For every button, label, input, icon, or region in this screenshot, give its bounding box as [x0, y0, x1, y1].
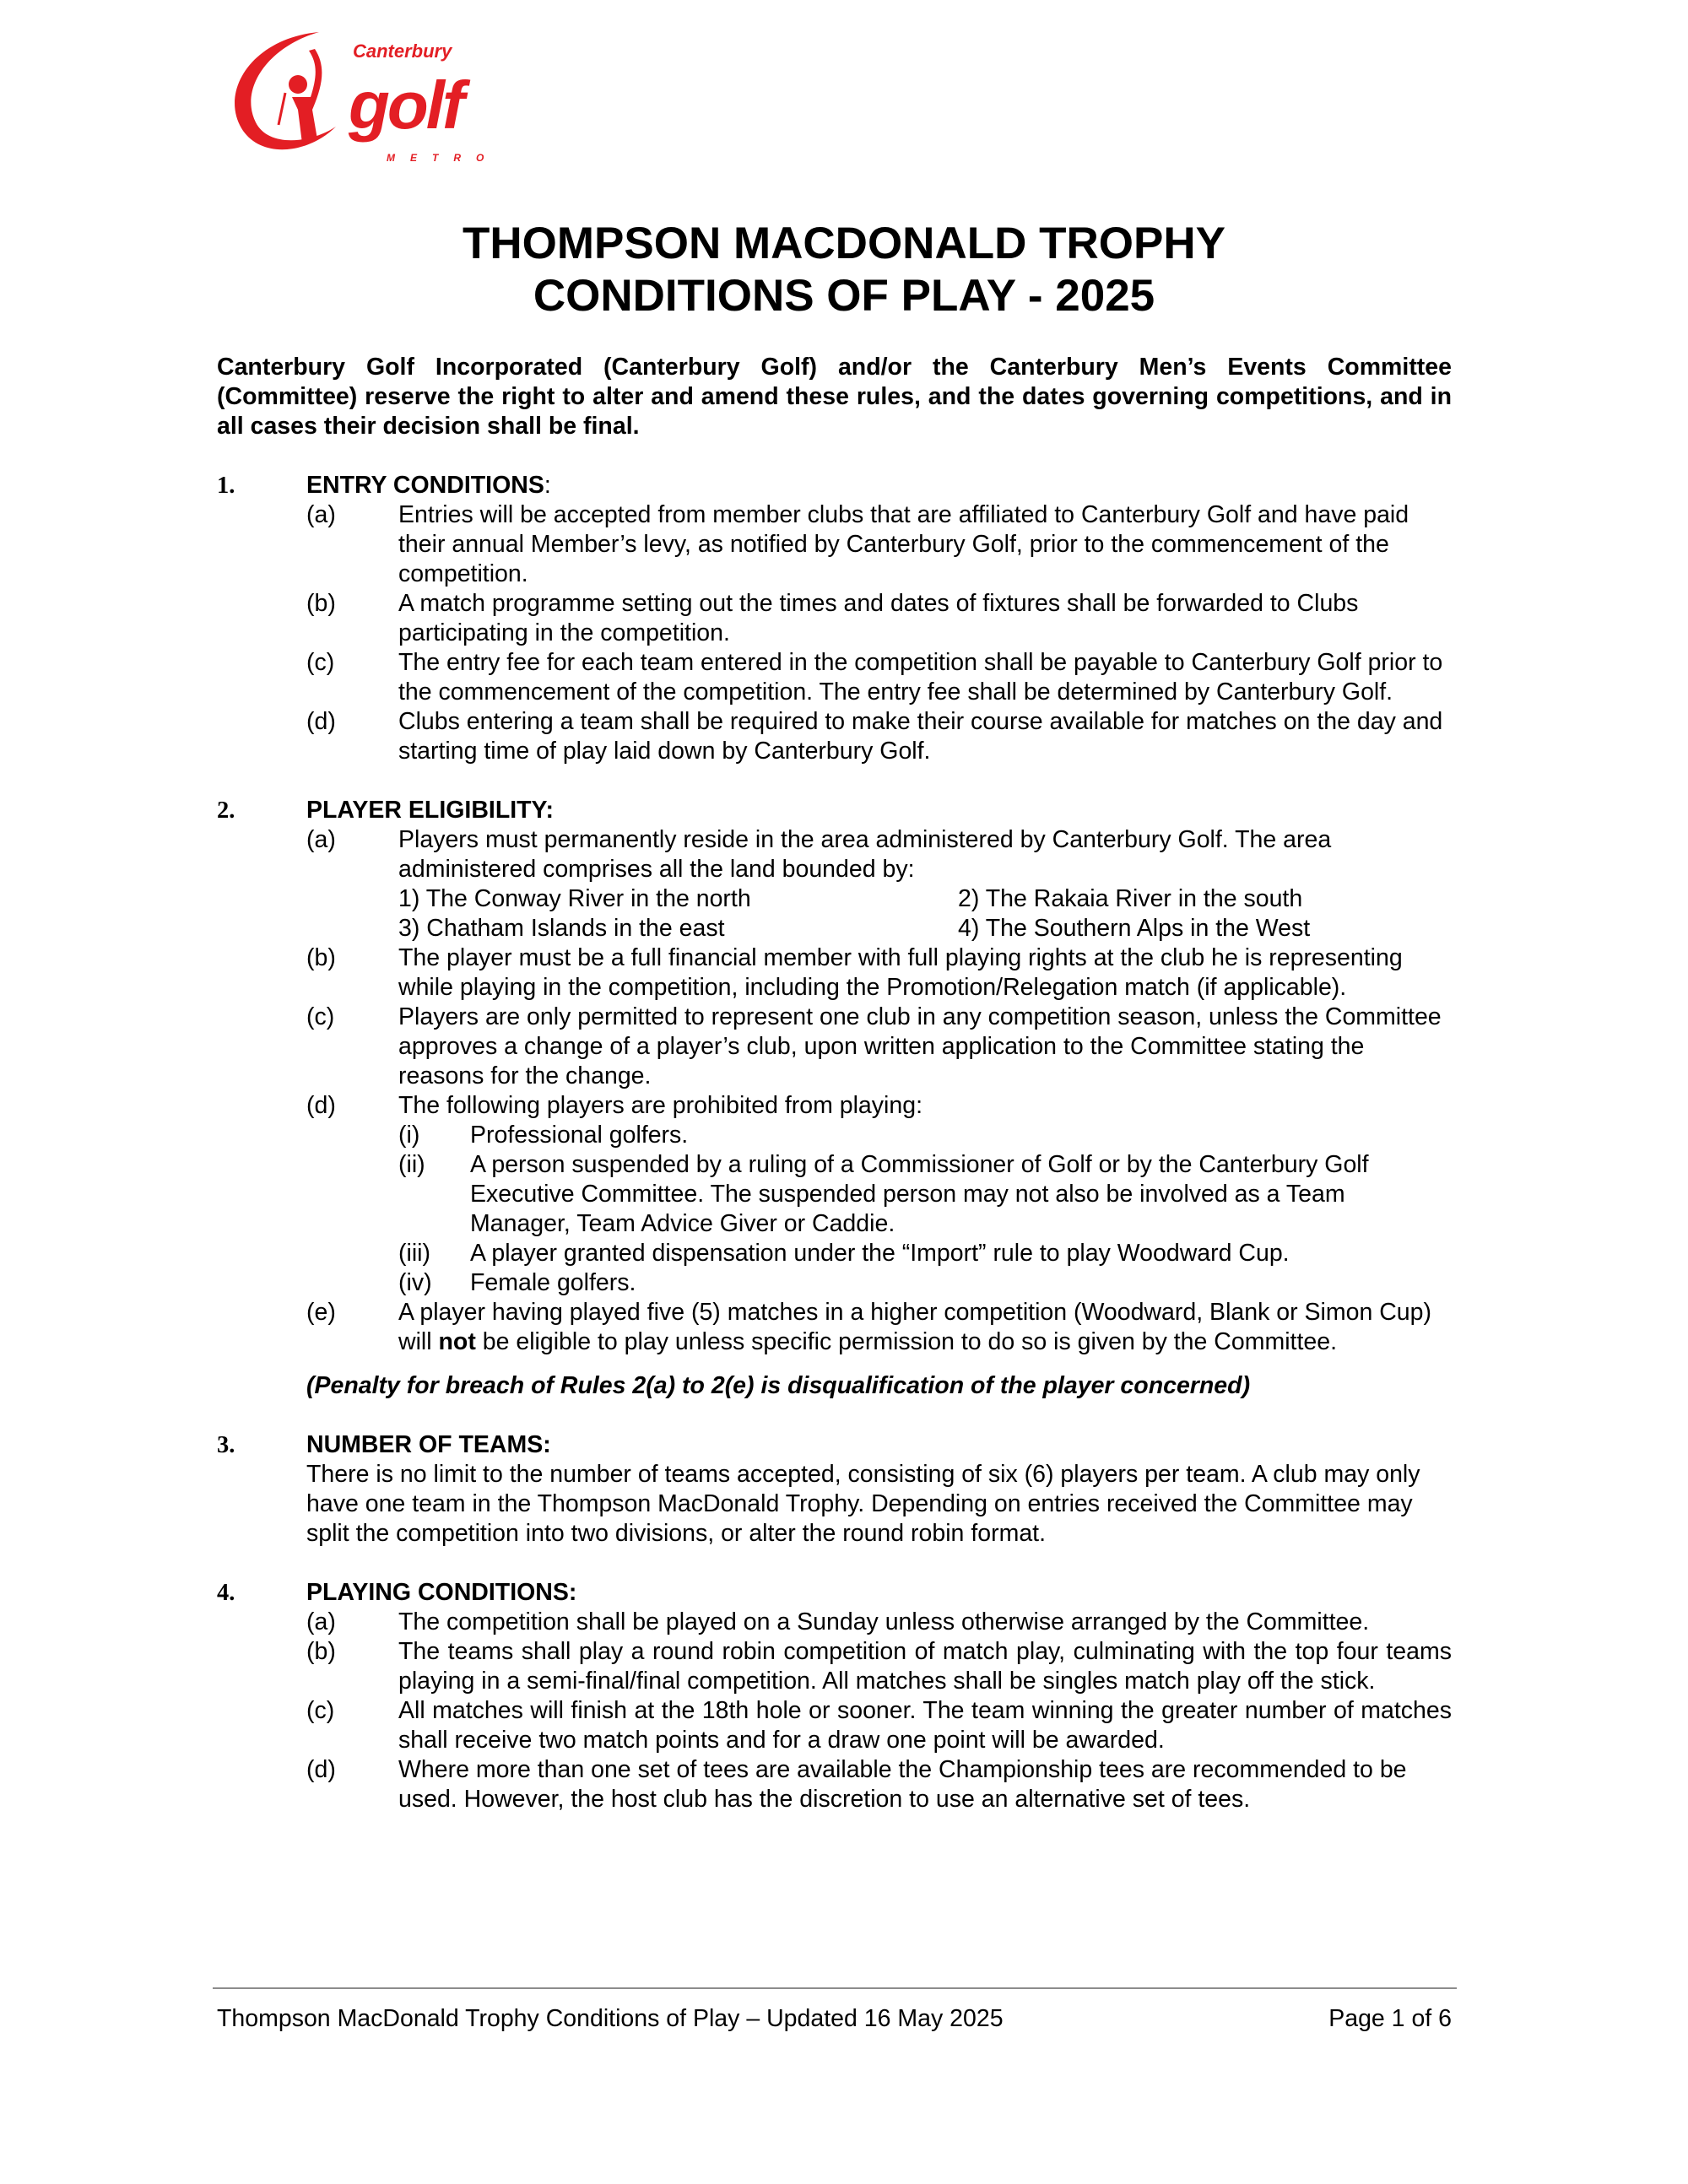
rule-item [217, 648, 1452, 707]
boundary-list [398, 884, 1452, 943]
footer-document-title: Thompson MacDonald Trophy Conditions of Play – Updated 16 May 2025 [217, 2005, 1004, 2032]
rule-item [217, 1608, 1452, 1637]
intro-paragraph: Canterbury Golf Incorporated (Canterbury Golf) and/or the Canterbury Men’s Events Committee (Committee) reserve the right to alter and amend these rules, and the dates governing competitions, and in all cases their decision shall be final. [217, 354, 1452, 440]
item-label: (a) [306, 501, 336, 528]
item-text: The teams shall play a round robin competition of match play, culminating with the top four teams playing in a semi-final/final competition. All matches shall be singles match play off the stick. [398, 1638, 1452, 1695]
sub-label: (iii) [398, 1240, 430, 1267]
sub-label: (iv) [398, 1269, 432, 1296]
sub-text: Female golfers. [470, 1269, 636, 1296]
logo-brand-main: golf [349, 68, 463, 143]
logo-brand-sub: METRO [387, 152, 500, 164]
sub-item [398, 1239, 1452, 1268]
rule-item [217, 1755, 1452, 1814]
heading-colon: : [544, 472, 551, 499]
section-number: 3. [217, 1432, 235, 1458]
document-title [0, 218, 1688, 322]
item-text: The player must be a full financial member with full playing rights at the club he is representing while playing in the competition, including the Promotion/Relegation match (if applicable). [398, 944, 1403, 1001]
boundary-north: 1) The Conway River in the north [398, 885, 751, 912]
item-text: The entry fee for each team entered in the competition shall be payable to Canterbury Golf prior to the commencement of the competition. The entry fee shall be determined by Canterbury Golf. [398, 649, 1443, 705]
sub-text: Professional golfers. [470, 1122, 689, 1149]
item-text: Clubs entering a team shall be required to make their course available for matches on the day and starting time of play laid down by Canterbury Golf. [398, 708, 1443, 765]
sub-text: A player granted dispensation under the “Import” rule to play Woodward Cup. [470, 1240, 1290, 1267]
sub-item [398, 1121, 1452, 1150]
section-heading: NUMBER OF TEAMS: [306, 1431, 551, 1458]
section-heading [306, 471, 1452, 500]
item-label: (d) [306, 1092, 336, 1119]
section-number: 1. [217, 473, 235, 499]
rule-item [217, 500, 1452, 589]
item-label: (b) [306, 590, 336, 617]
section-paragraph: There is no limit to the number of teams accepted, consisting of six (6) players per team. A club may only have one team in the Thompson MacDonald Trophy. Depending on entries received the Committee may split the competition into two divisions, or alter the round robin format. [306, 1461, 1420, 1547]
document-body [217, 353, 1452, 1814]
item-text-cont: be eligible to play unless specific permission to do so is given by the Committee. [475, 1328, 1337, 1355]
rule-item [217, 825, 1452, 943]
item-label: (a) [306, 1608, 336, 1635]
section-player-eligibility [217, 796, 1452, 1401]
item-label: (e) [306, 1299, 336, 1326]
penalty-note: (Penalty for breach of Rules 2(a) to 2(e) is disqualification of the player concerned) [306, 1372, 1251, 1399]
rule-item [217, 707, 1452, 766]
rule-item [217, 943, 1452, 1003]
logo-brand-top: Canterbury [353, 41, 452, 62]
item-label: (b) [306, 1638, 336, 1665]
boundary-south: 2) The Rakaia River in the south [958, 885, 1303, 912]
section-heading: PLAYER ELIGIBILITY: [306, 797, 554, 824]
sub-text: A person suspended by a ruling of a Commissioner of Golf or by the Canterbury Golf Executive Committee. The suspended person may not also be involved as a Team Manager, Team Advice Giver or Caddie. [470, 1151, 1369, 1237]
section-number: 4. [217, 1580, 235, 1606]
item-label: (d) [306, 708, 336, 735]
sub-label: (ii) [398, 1151, 425, 1178]
boundary-west: 4) The Southern Alps in the West [958, 915, 1311, 942]
rule-item [217, 1298, 1452, 1357]
emphasis-not: not [438, 1328, 476, 1355]
sub-item [398, 1150, 1452, 1239]
item-label: (b) [306, 944, 336, 971]
rule-item [217, 1637, 1452, 1696]
item-label: (d) [306, 1756, 336, 1783]
item-text: Players are only permitted to represent one club in any competition season, unless the Committee approves a change of a player’s club, upon written application to the Committee stating the reasons for the change. [398, 1003, 1442, 1089]
rule-item [217, 1091, 1452, 1298]
sub-item [398, 1268, 1452, 1298]
item-text: All matches will finish at the 18th hole or sooner. The team winning the greater number of matches shall receive two match points and for a draw one point will be awarded. [398, 1697, 1452, 1754]
item-text: Entries will be accepted from member clubs that are affiliated to Canterbury Golf and have paid their annual Member’s levy, as notified by Canterbury Golf, prior to the commencement of the competition. [398, 501, 1409, 587]
section-number-of-teams [217, 1430, 1452, 1549]
rule-item [217, 1003, 1452, 1091]
sub-label: (i) [398, 1122, 420, 1149]
rule-item [217, 1696, 1452, 1755]
heading-text: ENTRY CONDITIONS [306, 472, 544, 499]
footer-divider [213, 1987, 1457, 1989]
item-text: Players must permanently reside in the area administered by Canterbury Golf. The area administered comprises all the land bounded by: [398, 826, 1332, 883]
item-label: (c) [306, 1697, 335, 1724]
boundary-east: 3) Chatham Islands in the east [398, 915, 725, 942]
item-label: (a) [306, 826, 336, 853]
title-line-1: THOMPSON MACDONALD TROPHY [463, 219, 1225, 268]
item-text: A match programme setting out the times and dates of fixtures shall be forwarded to Clubs participating in the competition. [398, 590, 1359, 646]
section-number: 2. [217, 797, 235, 824]
item-label: (c) [306, 649, 335, 676]
item-label: (c) [306, 1003, 335, 1030]
canterbury-golf-logo [218, 25, 530, 165]
section-entry-conditions [217, 471, 1452, 766]
section-playing-conditions [217, 1578, 1452, 1814]
footer-page-number: Page 1 of 6 [1328, 2005, 1452, 2032]
item-text: The competition shall be played on a Sunday unless otherwise arranged by the Committee. [398, 1608, 1370, 1635]
item-text: The following players are prohibited from playing: [398, 1092, 922, 1119]
item-text: A player having played five (5) matches in a higher competition (Woodward, Blank or Simon Cup) will [398, 1299, 1431, 1355]
rule-item [217, 589, 1452, 648]
section-heading: PLAYING CONDITIONS: [306, 1579, 577, 1606]
title-line-2: CONDITIONS OF PLAY - 2025 [533, 271, 1155, 321]
item-text: Where more than one set of tees are available the Championship tees are recommended to be used. However, the host club has the discretion to use an alternative set of tees. [398, 1756, 1407, 1813]
